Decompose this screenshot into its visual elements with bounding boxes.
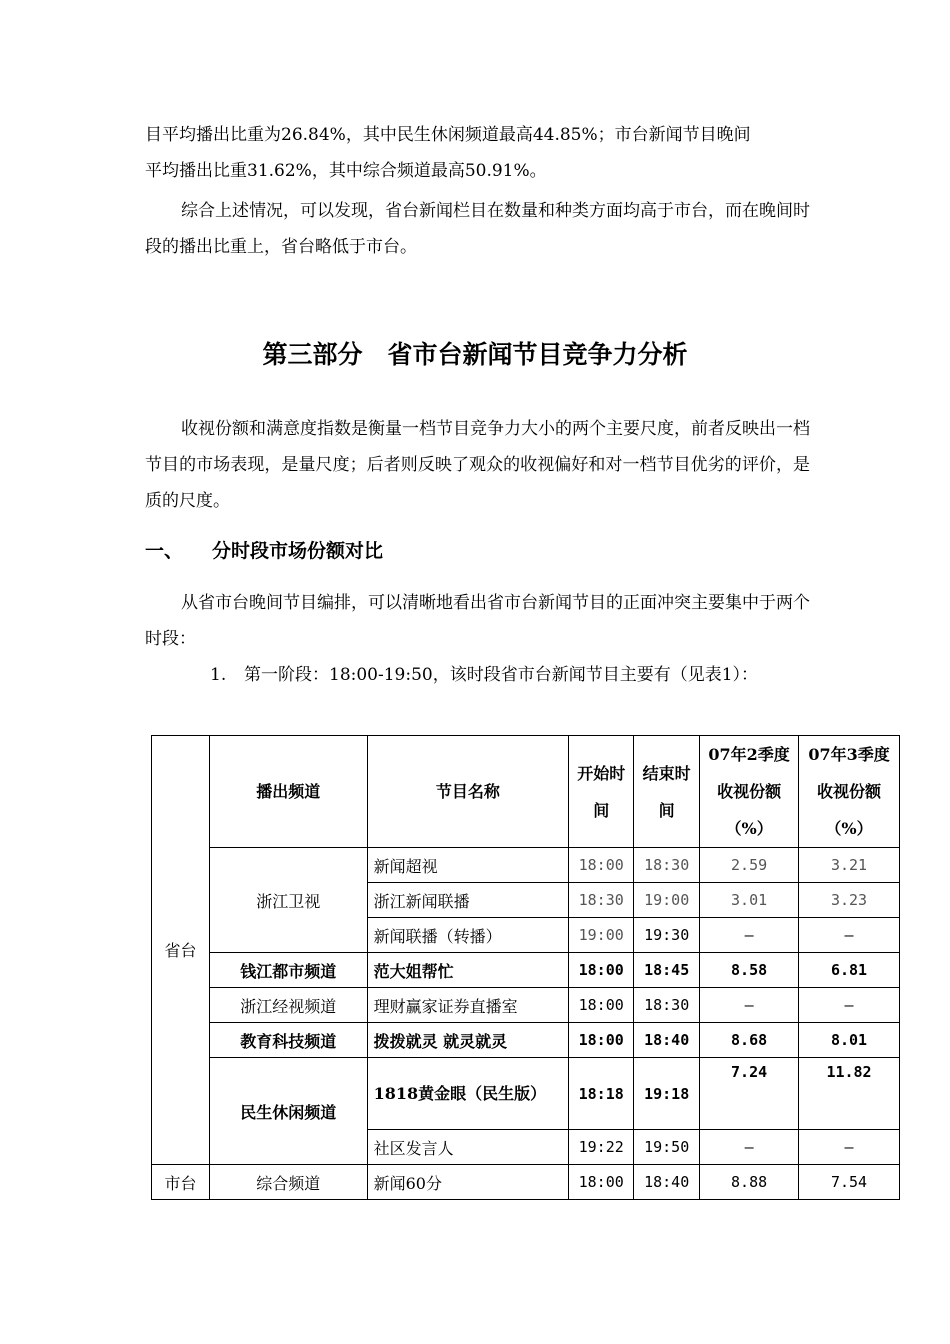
cell-end: 19:18 (634, 1058, 700, 1130)
cell-channel: 浙江经视频道 (209, 988, 367, 1023)
cell-q3: – (799, 988, 900, 1023)
header-channel: 播出频道 (209, 736, 367, 848)
header-start: 开始时间 (569, 736, 634, 848)
heading-number: 一、 (145, 540, 184, 562)
table-row (152, 1165, 900, 1200)
list-item-text: 第一阶段：18:00-19:50，该时段省市台新闻节目主要有（见表1）： (244, 665, 759, 685)
cell-q2: 8.68 (700, 1023, 799, 1058)
cell-q3: 8.01 (799, 1023, 900, 1058)
section-title: 第三部分 省市台新闻节目竞争力分析 (262, 340, 688, 369)
cell-start: 19:22 (569, 1130, 634, 1165)
cell-program: 新闻超视 (367, 848, 569, 883)
cell-q2: 2.59 (700, 848, 799, 883)
cell-q2: 8.58 (700, 953, 799, 988)
cell-program: 新闻联播（转播） (367, 918, 569, 953)
list-item-1 (210, 657, 810, 693)
header-q3: 07年3季度收视份额（%） (799, 736, 900, 848)
cell-start: 18:00 (569, 1165, 634, 1200)
paragraph-4: 从省市台晚间节目编排，可以清晰地看出省市台新闻节目的正面冲突主要集中于两个时段： (145, 593, 810, 649)
cell-q2: – (700, 1130, 799, 1165)
cell-start: 18:00 (569, 988, 634, 1023)
cell-q3: 3.21 (799, 848, 900, 883)
table-header-row (152, 736, 900, 848)
cell-q2: 7.24 (700, 1058, 799, 1130)
heading-text: 分时段市场份额对比 (212, 540, 384, 562)
paragraph-3: 收视份额和满意度指数是衡量一档节目竞争力大小的两个主要尺度，前者反映出一档节目的市场表现，是量尺度；后者则反映了观众的收视偏好和对一档节目优劣的评价，是质的尺度。 (145, 419, 810, 511)
cell-q3: 7.54 (799, 1165, 900, 1200)
cell-end: 19:50 (634, 1130, 700, 1165)
cell-channel: 浙江卫视 (209, 848, 367, 953)
header-q2: 07年2季度收视份额（%） (700, 736, 799, 848)
paragraph-1-line-1: 目平均播出比重为26.84%，其中民生休闲频道最高44.85%；市台新闻节目晚间 (145, 125, 751, 145)
cell-program: 拨拨就灵 就灵就灵 (367, 1023, 569, 1058)
header-end: 结束时间 (634, 736, 700, 848)
table-row (152, 1023, 900, 1058)
cell-q3: 11.82 (799, 1058, 900, 1130)
cell-program: 1818黄金眼（民生版） (367, 1058, 569, 1130)
cell-program: 范大姐帮忙 (367, 953, 569, 988)
cell-end: 19:30 (634, 918, 700, 953)
cell-q2: – (700, 988, 799, 1023)
cell-start: 19:00 (569, 918, 634, 953)
cell-end: 18:45 (634, 953, 700, 988)
cell-q2: 3.01 (700, 883, 799, 918)
table-row (152, 953, 900, 988)
cell-program: 理财赢家证券直播室 (367, 988, 569, 1023)
cell-q3: 3.23 (799, 883, 900, 918)
list-item-number: 1. (210, 665, 227, 685)
cell-end: 18:30 (634, 848, 700, 883)
cell-end: 19:00 (634, 883, 700, 918)
cell-q3: 6.81 (799, 953, 900, 988)
cell-channel: 教育科技频道 (209, 1023, 367, 1058)
cell-start: 18:18 (569, 1058, 634, 1130)
header-program: 节目名称 (367, 736, 569, 848)
paragraph-2: 综合上述情况，可以发现，省台新闻栏目在数量和种类方面均高于市台，而在晚间时段的播出比重上，省台略低于市台。 (145, 201, 810, 257)
ratings-table (151, 735, 900, 1200)
cell-q2: – (700, 918, 799, 953)
table-row (152, 848, 900, 883)
cell-program: 新闻60分 (367, 1165, 569, 1200)
cell-channel: 民生休闲频道 (209, 1058, 367, 1165)
cell-end: 18:40 (634, 1165, 700, 1200)
table-row (152, 1058, 900, 1130)
cell-channel: 钱江都市频道 (209, 953, 367, 988)
cell-program: 浙江新闻联播 (367, 883, 569, 918)
cell-channel: 综合频道 (209, 1165, 367, 1200)
cell-end: 18:30 (634, 988, 700, 1023)
table-row (152, 988, 900, 1023)
cell-start: 18:30 (569, 883, 634, 918)
cell-start: 18:00 (569, 1023, 634, 1058)
cell-start: 18:00 (569, 953, 634, 988)
cell-start: 18:00 (569, 848, 634, 883)
subsection-heading (145, 533, 383, 569)
cell-q2: 8.88 (700, 1165, 799, 1200)
cell-end: 18:40 (634, 1023, 700, 1058)
cell-q3: – (799, 918, 900, 953)
cell-program: 社区发言人 (367, 1130, 569, 1165)
cell-q3: – (799, 1130, 900, 1165)
paragraph-1 (145, 117, 810, 189)
group-province: 省台 (152, 736, 210, 1165)
group-city: 市台 (152, 1165, 210, 1200)
paragraph-1-line-2: 平均播出比重31.62%，其中综合频道最高50.91%。 (145, 161, 547, 181)
